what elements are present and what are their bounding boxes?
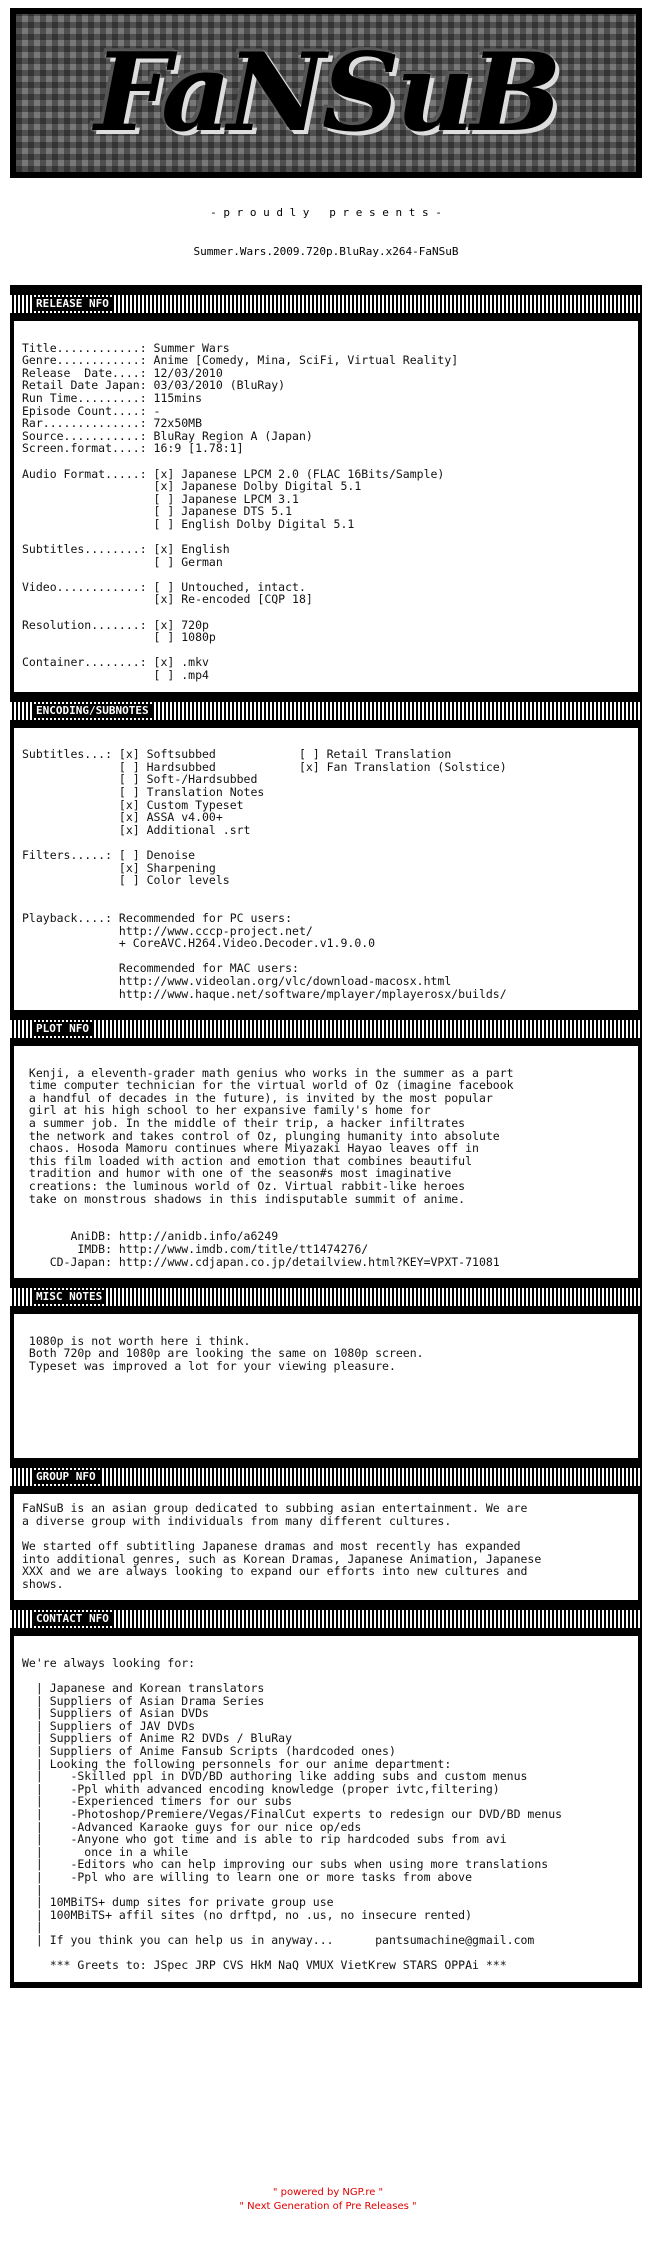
nfo-line: Genre............: Anime [Comedy, Mina, SciFi, Virtual Reality] — [22, 353, 459, 368]
nfo-line: Title............: Summer Wars — [22, 340, 230, 355]
footer-tagline: " Next Generation of Pre Releases " — [239, 2201, 417, 2212]
nfo-line: Subtitles...: [x] Softsubbed [ ] Retail Translation — [22, 747, 452, 762]
nfo-line: time computer technician for the virtual world of Oz (imagine facebook — [22, 1078, 514, 1093]
footer-powered-by: " powered by NGP.re " — [272, 2187, 384, 2198]
nfo-line: Video............: [ ] Untouched, intact. — [22, 579, 306, 594]
nfo-line — [22, 606, 630, 619]
section-header-group — [10, 1468, 642, 1486]
nfo-line: Retail Date Japan: 03/03/2010 (BluRay) — [22, 378, 286, 393]
nfo-line: | — [22, 1920, 43, 1935]
nfo-line: into additional genres, such as Korean Dramas, Japanese Animation, Japanese — [22, 1551, 542, 1566]
nfo-line: Kenji, a eleventh-grader math genius who works in the summer as a part — [22, 1065, 514, 1080]
nfo-line: [x] Japanese Dolby Digital 5.1 — [22, 479, 362, 494]
nfo-line: this film loaded with action and emotion that combines beautiful — [22, 1153, 473, 1168]
nfo-line: take on monstrous shadows in this indisputable summit of anime. — [22, 1191, 466, 1206]
nfo-line — [22, 1644, 630, 1657]
nfo-line: Container........: [x] .mkv — [22, 655, 209, 670]
section-title: MISC NOTES — [32, 1290, 106, 1304]
nfo-line: a handful of decades in the future), is invited by the most popular — [22, 1090, 493, 1105]
nfo-line: | -Advanced Karaoke guys for our nice op/eds — [22, 1819, 362, 1834]
nfo-line: [x] Re-encoded [CQP 18] — [22, 592, 313, 607]
section-title: ENCODING/SUBNOTES — [32, 704, 153, 718]
nfo-line: http://www.haque.net/software/mplayer/mplayerosx/builds/ — [22, 986, 507, 1001]
section-header-misc — [10, 1288, 642, 1306]
nfo-line: chaos. Hosoda Mamoru continues where Miyazaki Hayao leaves off in — [22, 1141, 479, 1156]
nfo-line — [22, 568, 630, 581]
nfo-line — [22, 1436, 630, 1449]
footer — [0, 2186, 656, 2214]
nfo-line: | If you think you can help us in anyway... pantsumachine@gmail.com — [22, 1932, 535, 1947]
nfo-line: [ ] 1080p — [22, 630, 216, 645]
release-name: Summer.Wars.2009.720p.BluRay.x264-FaNSuB — [193, 245, 459, 258]
group-logo: FaNSuB — [94, 30, 558, 156]
nfo-line: Playback....: Recommended for PC users: — [22, 910, 293, 925]
nfo-line: [ ] .mp4 — [22, 668, 209, 683]
nfo-line: CD-Japan: http://www.cdjapan.co.jp/detailview.html?KEY=VPXT-71081 — [22, 1254, 500, 1269]
nfo-line: http://www.cccp-project.net/ — [22, 923, 313, 938]
nfo-document — [10, 8, 642, 1988]
nfo-line: + CoreAVC.H264.Video.Decoder.v1.9.0.0 — [22, 936, 376, 951]
proudly-presents-text: - p r o u d l y p r e s e n t s - — [210, 206, 442, 219]
section-title: PLOT NFO — [32, 1022, 93, 1036]
nfo-line: 1080p is not worth here i think. — [22, 1333, 251, 1348]
nfo-line — [22, 1054, 630, 1067]
nfo-line — [22, 887, 630, 900]
encoding-panel — [14, 728, 638, 1010]
tagline — [10, 178, 642, 285]
nfo-line: We're always looking for: — [22, 1655, 196, 1670]
nfo-line: [ ] Japanese DTS 5.1 — [22, 504, 293, 519]
nfo-line: the network and takes control of Oz, plunging humanity into absolute — [22, 1128, 500, 1143]
nfo-line: AniDB: http://anidb.info/a6249 — [22, 1229, 279, 1244]
section-header-contact — [10, 1610, 642, 1628]
nfo-line: | once in a while — [22, 1844, 189, 1859]
nfo-line: | -Ppl who are willing to learn one or more tasks from above — [22, 1869, 473, 1884]
nfo-line: Both 720p and 1080p are looking the same on 1080p screen. — [22, 1346, 424, 1361]
nfo-line: Rar..............: 72x50MB — [22, 416, 203, 431]
nfo-line: [ ] German — [22, 554, 223, 569]
nfo-line — [22, 1322, 630, 1335]
nfo-line: Resolution.......: [x] 720p — [22, 617, 209, 632]
nfo-line: | -Anyone who got time and is able to rip hardcoded subs from avi — [22, 1832, 507, 1847]
nfo-line: | 10MBiTS+ dump sites for private group use — [22, 1895, 334, 1910]
nfo-line: | — [22, 1882, 43, 1897]
nfo-line: | Suppliers of JAV DVDs — [22, 1718, 196, 1733]
section-header-release — [10, 295, 642, 313]
nfo-line: Audio Format.....: [x] Japanese LPCM 2.0 (FLAC 16Bits/Sample) — [22, 466, 445, 481]
nfo-line: Episode Count....: - — [22, 403, 161, 418]
nfo-line: Source...........: BluRay Region A (Japan) — [22, 428, 313, 443]
nfo-line: girl at his high school to her expansive family's home for — [22, 1103, 431, 1118]
nfo-line: | -Experienced timers for our subs — [22, 1794, 293, 1809]
nfo-line: [ ] Soft-/Hardsubbed — [22, 772, 258, 787]
nfo-line — [22, 455, 630, 468]
nfo-line: tradition and humor with one of the season#s most imaginative — [22, 1166, 452, 1181]
nfo-line: | Suppliers of Asian DVDs — [22, 1706, 209, 1721]
section-title: RELEASE NFO — [32, 297, 113, 311]
nfo-line: a diverse group with individuals from many different cultures. — [22, 1513, 452, 1528]
nfo-line: creations: the luminous world of Oz. Virtual rabbit-like heroes — [22, 1179, 466, 1194]
nfo-line: XXX and we are always looking to expand our efforts into new cultures and — [22, 1564, 528, 1579]
nfo-line: shows. — [22, 1576, 64, 1591]
nfo-line: | Suppliers of Anime R2 DVDs / BluRay — [22, 1731, 293, 1746]
contact-panel — [14, 1636, 638, 1981]
nfo-line: *** Greets to: JSpec JRP CVS HkM NaQ VMUX VietKrew STARS OPPAi *** — [22, 1958, 507, 1973]
nfo-line: [ ] Color levels — [22, 873, 230, 888]
nfo-line: http://www.videolan.org/vlc/download-macosx.html — [22, 973, 452, 988]
nfo-line: Release Date....: 12/03/2010 — [22, 365, 223, 380]
section-header-plot — [10, 1020, 642, 1038]
nfo-line — [22, 1410, 630, 1423]
nfo-line — [22, 329, 630, 342]
nfo-line: Filters.....: [ ] Denoise — [22, 847, 196, 862]
nfo-line: [ ] Hardsubbed [x] Fan Translation (Solstice) — [22, 759, 507, 774]
nfo-line: | Suppliers of Asian Drama Series — [22, 1693, 265, 1708]
nfo-line: Screen.format....: 16:9 [1.78:1] — [22, 441, 244, 456]
nfo-line: [ ] English Dolby Digital 5.1 — [22, 516, 355, 531]
nfo-line: Typeset was improved a lot for your viewing pleasure. — [22, 1358, 396, 1373]
nfo-line: | -Ppl whith advanced encoding knowledge (proper ivtc,filtering) — [22, 1781, 500, 1796]
nfo-line — [22, 1385, 630, 1398]
nfo-line: [x] Custom Typeset — [22, 797, 244, 812]
nfo-line: | -Skilled ppl in DVD/BD authoring like adding subs and custom menus — [22, 1769, 528, 1784]
nfo-line — [22, 1373, 630, 1386]
nfo-line: IMDB: http://www.imdb.com/title/tt1474276/ — [22, 1242, 369, 1256]
section-title: GROUP NFO — [32, 1470, 100, 1484]
group-panel — [14, 1494, 638, 1600]
nfo-line: [x] Sharpening — [22, 860, 216, 875]
nfo-line: | -Photoshop/Premiere/Vegas/FinalCut experts to redesign our DVD/BD menus — [22, 1807, 563, 1821]
nfo-line: | Suppliers of Anime Fansub Scripts (hardcoded ones) — [22, 1744, 396, 1759]
nfo-line: Run Time.........: 115mins — [22, 390, 203, 405]
misc-notes-panel — [14, 1314, 638, 1458]
section-header-encoding — [10, 702, 642, 720]
nfo-line: | Japanese and Korean translators — [22, 1681, 265, 1696]
nfo-line: We started off subtitling Japanese dramas and most recently has expanded — [22, 1538, 521, 1553]
nfo-line: | Looking the following personnels for our anime department: — [22, 1756, 452, 1771]
nfo-line: | -Editors who can help improving our subs when using more translations — [22, 1857, 549, 1872]
nfo-line: [x] ASSA v4.00+ — [22, 810, 223, 825]
ascii-logo-banner — [10, 8, 642, 178]
nfo-line — [22, 1423, 630, 1436]
nfo-line: [ ] Translation Notes — [22, 785, 265, 799]
release-info-panel — [14, 321, 638, 692]
nfo-line: Recommended for MAC users: — [22, 961, 299, 976]
nfo-line — [22, 1398, 630, 1411]
section-title: CONTACT NFO — [32, 1612, 113, 1626]
nfo-line — [22, 1205, 630, 1218]
nfo-line: [x] Additional .srt — [22, 822, 251, 837]
nfo-line: a summer job. In the middle of their trip, a hacker infiltrates — [22, 1116, 466, 1131]
plot-panel — [14, 1046, 638, 1278]
nfo-line: [ ] Japanese LPCM 3.1 — [22, 491, 299, 506]
nfo-line: Subtitles........: [x] English — [22, 542, 230, 557]
nfo-line: FaNSuB is an asian group dedicated to subbing asian entertainment. We are — [22, 1501, 528, 1516]
nfo-line: | 100MBiTS+ affil sites (no drftpd, no .us, no insecure rented) — [22, 1907, 473, 1922]
